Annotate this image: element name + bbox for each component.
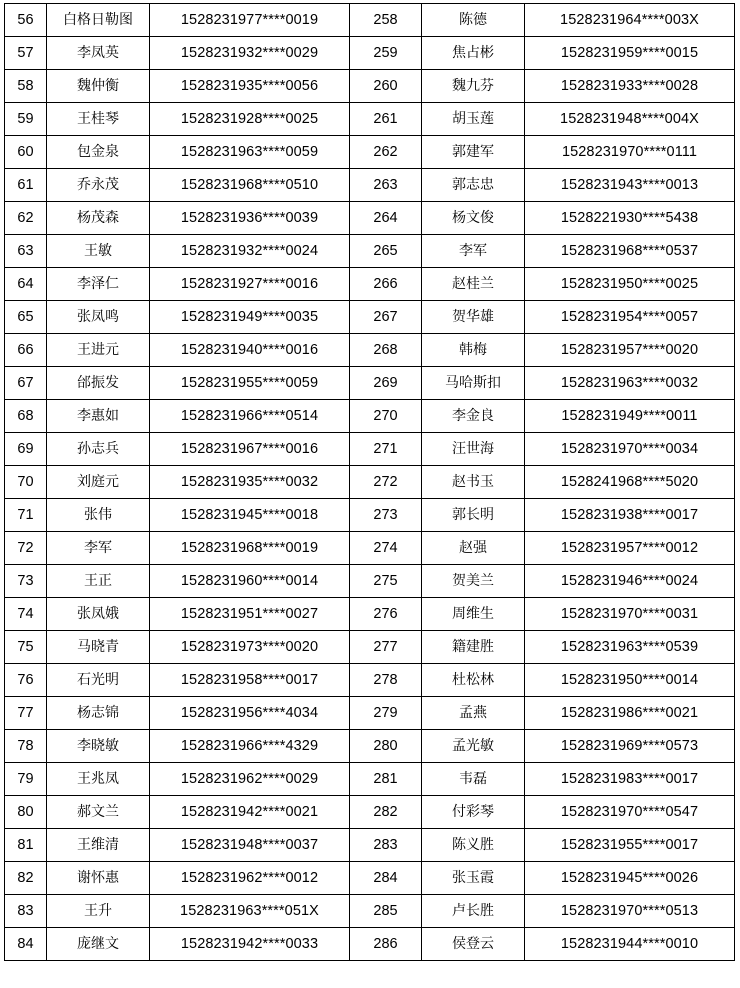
left-name-cell: 邰振发	[47, 367, 150, 400]
left-number-cell: 75	[5, 631, 47, 664]
left-name-cell: 谢怀惠	[47, 862, 150, 895]
table-row	[5, 301, 735, 334]
right-id-number-cell: 1528231945****0026	[525, 862, 735, 895]
right-name-cell: 孟燕	[422, 697, 525, 730]
left-name-cell: 王桂琴	[47, 103, 150, 136]
table-row	[5, 235, 735, 268]
right-id-number-cell: 1528231938****0017	[525, 499, 735, 532]
right-name-cell: 杨文俊	[422, 202, 525, 235]
left-id-number-cell: 1528231962****0029	[150, 763, 350, 796]
right-number-cell: 263	[350, 169, 422, 202]
right-name-cell: 周维生	[422, 598, 525, 631]
left-number-cell: 61	[5, 169, 47, 202]
left-id-number-cell: 1528231968****0019	[150, 532, 350, 565]
left-number-cell: 66	[5, 334, 47, 367]
right-id-number-cell: 1528231950****0014	[525, 664, 735, 697]
right-name-cell: 贺华雄	[422, 301, 525, 334]
left-number-cell: 56	[5, 4, 47, 37]
left-id-number-cell: 1528231948****0037	[150, 829, 350, 862]
right-name-cell: 郭长明	[422, 499, 525, 532]
right-number-cell: 284	[350, 862, 422, 895]
left-number-cell: 76	[5, 664, 47, 697]
right-number-cell: 278	[350, 664, 422, 697]
left-number-cell: 68	[5, 400, 47, 433]
left-number-cell: 65	[5, 301, 47, 334]
table-row	[5, 202, 735, 235]
left-id-number-cell: 1528231963****0059	[150, 136, 350, 169]
left-number-cell: 58	[5, 70, 47, 103]
table-row	[5, 763, 735, 796]
right-id-number-cell: 1528231950****0025	[525, 268, 735, 301]
left-id-number-cell: 1528231960****0014	[150, 565, 350, 598]
right-id-number-cell: 1528231943****0013	[525, 169, 735, 202]
right-number-cell: 266	[350, 268, 422, 301]
left-name-cell: 张凤鸣	[47, 301, 150, 334]
left-name-cell: 李凤英	[47, 37, 150, 70]
left-number-cell: 63	[5, 235, 47, 268]
right-name-cell: 卢长胜	[422, 895, 525, 928]
left-name-cell: 白格日勒图	[47, 4, 150, 37]
left-number-cell: 80	[5, 796, 47, 829]
left-id-number-cell: 1528231973****0020	[150, 631, 350, 664]
left-name-cell: 庞继文	[47, 928, 150, 961]
right-id-number-cell: 1528241968****5020	[525, 466, 735, 499]
right-id-number-cell: 1528231986****0021	[525, 697, 735, 730]
left-name-cell: 李泽仁	[47, 268, 150, 301]
right-number-cell: 283	[350, 829, 422, 862]
right-name-cell: 杜松林	[422, 664, 525, 697]
left-name-cell: 马晓青	[47, 631, 150, 664]
left-id-number-cell: 1528231935****0032	[150, 466, 350, 499]
right-name-cell: 胡玉莲	[422, 103, 525, 136]
right-name-cell: 孟光敏	[422, 730, 525, 763]
left-number-cell: 78	[5, 730, 47, 763]
left-id-number-cell: 1528231942****0021	[150, 796, 350, 829]
right-name-cell: 魏九芬	[422, 70, 525, 103]
left-id-number-cell: 1528231956****4034	[150, 697, 350, 730]
left-id-number-cell: 1528231962****0012	[150, 862, 350, 895]
left-id-number-cell: 1528231936****0039	[150, 202, 350, 235]
left-id-number-cell: 1528231932****0029	[150, 37, 350, 70]
left-name-cell: 刘庭元	[47, 466, 150, 499]
left-id-number-cell: 1528231940****0016	[150, 334, 350, 367]
table-row	[5, 862, 735, 895]
left-name-cell: 包金泉	[47, 136, 150, 169]
table-row	[5, 70, 735, 103]
right-id-number-cell: 1528231964****003X	[525, 4, 735, 37]
right-id-number-cell: 1528231957****0012	[525, 532, 735, 565]
left-number-cell: 83	[5, 895, 47, 928]
roster-table	[4, 3, 735, 961]
right-id-number-cell: 1528231983****0017	[525, 763, 735, 796]
right-id-number-cell: 1528231946****0024	[525, 565, 735, 598]
table-row	[5, 466, 735, 499]
table-row	[5, 631, 735, 664]
left-name-cell: 李军	[47, 532, 150, 565]
left-id-number-cell: 1528231955****0059	[150, 367, 350, 400]
right-id-number-cell: 1528231957****0020	[525, 334, 735, 367]
left-id-number-cell: 1528231966****0514	[150, 400, 350, 433]
left-name-cell: 王兆凤	[47, 763, 150, 796]
right-name-cell: 焦占彬	[422, 37, 525, 70]
left-id-number-cell: 1528231927****0016	[150, 268, 350, 301]
right-id-number-cell: 1528231970****0034	[525, 433, 735, 466]
table-row	[5, 499, 735, 532]
left-id-number-cell: 1528231935****0056	[150, 70, 350, 103]
left-id-number-cell: 1528231977****0019	[150, 4, 350, 37]
right-number-cell: 285	[350, 895, 422, 928]
right-name-cell: 赵桂兰	[422, 268, 525, 301]
left-number-cell: 72	[5, 532, 47, 565]
left-number-cell: 71	[5, 499, 47, 532]
right-id-number-cell: 1528231970****0547	[525, 796, 735, 829]
right-id-number-cell: 1528231970****0111	[525, 136, 735, 169]
right-number-cell: 259	[350, 37, 422, 70]
right-number-cell: 264	[350, 202, 422, 235]
left-name-cell: 王正	[47, 565, 150, 598]
right-id-number-cell: 1528231963****0539	[525, 631, 735, 664]
right-name-cell: 李金良	[422, 400, 525, 433]
table-row	[5, 4, 735, 37]
right-name-cell: 赵强	[422, 532, 525, 565]
right-id-number-cell: 1528231944****0010	[525, 928, 735, 961]
table-row	[5, 433, 735, 466]
right-number-cell: 273	[350, 499, 422, 532]
table-row	[5, 169, 735, 202]
left-number-cell: 81	[5, 829, 47, 862]
right-id-number-cell: 1528231963****0032	[525, 367, 735, 400]
table-row	[5, 532, 735, 565]
left-name-cell: 石光明	[47, 664, 150, 697]
left-name-cell: 杨茂森	[47, 202, 150, 235]
right-id-number-cell: 1528231949****0011	[525, 400, 735, 433]
left-id-number-cell: 1528231945****0018	[150, 499, 350, 532]
right-id-number-cell: 1528231969****0573	[525, 730, 735, 763]
table-row	[5, 367, 735, 400]
left-name-cell: 王维清	[47, 829, 150, 862]
right-number-cell: 280	[350, 730, 422, 763]
table-row	[5, 400, 735, 433]
right-name-cell: 侯登云	[422, 928, 525, 961]
roster-table-body	[5, 4, 735, 961]
left-number-cell: 70	[5, 466, 47, 499]
table-row	[5, 268, 735, 301]
left-name-cell: 王升	[47, 895, 150, 928]
table-row	[5, 598, 735, 631]
left-name-cell: 李晓敏	[47, 730, 150, 763]
right-id-number-cell: 1528231954****0057	[525, 301, 735, 334]
right-name-cell: 付彩琴	[422, 796, 525, 829]
left-id-number-cell: 1528231967****0016	[150, 433, 350, 466]
left-id-number-cell: 1528231963****051X	[150, 895, 350, 928]
table-row	[5, 103, 735, 136]
right-id-number-cell: 1528231968****0537	[525, 235, 735, 268]
left-name-cell: 孙志兵	[47, 433, 150, 466]
right-id-number-cell: 1528231955****0017	[525, 829, 735, 862]
left-id-number-cell: 1528231949****0035	[150, 301, 350, 334]
right-number-cell: 271	[350, 433, 422, 466]
right-number-cell: 270	[350, 400, 422, 433]
left-number-cell: 59	[5, 103, 47, 136]
left-name-cell: 张伟	[47, 499, 150, 532]
right-name-cell: 马哈斯扣	[422, 367, 525, 400]
left-number-cell: 64	[5, 268, 47, 301]
right-name-cell: 韦磊	[422, 763, 525, 796]
left-id-number-cell: 1528231928****0025	[150, 103, 350, 136]
table-row	[5, 829, 735, 862]
left-id-number-cell: 1528231968****0510	[150, 169, 350, 202]
left-name-cell: 杨志锦	[47, 697, 150, 730]
right-id-number-cell: 1528231970****0031	[525, 598, 735, 631]
left-name-cell: 郝文兰	[47, 796, 150, 829]
right-number-cell: 272	[350, 466, 422, 499]
right-id-number-cell: 1528231933****0028	[525, 70, 735, 103]
table-row	[5, 730, 735, 763]
right-number-cell: 274	[350, 532, 422, 565]
left-name-cell: 李惠如	[47, 400, 150, 433]
right-name-cell: 汪世海	[422, 433, 525, 466]
table-row	[5, 37, 735, 70]
left-name-cell: 王敏	[47, 235, 150, 268]
right-number-cell: 262	[350, 136, 422, 169]
right-name-cell: 韩梅	[422, 334, 525, 367]
right-number-cell: 277	[350, 631, 422, 664]
table-row	[5, 928, 735, 961]
left-id-number-cell: 1528231942****0033	[150, 928, 350, 961]
table-row	[5, 664, 735, 697]
left-number-cell: 57	[5, 37, 47, 70]
left-number-cell: 60	[5, 136, 47, 169]
left-number-cell: 67	[5, 367, 47, 400]
right-number-cell: 267	[350, 301, 422, 334]
right-name-cell: 陈德	[422, 4, 525, 37]
table-row	[5, 136, 735, 169]
right-number-cell: 258	[350, 4, 422, 37]
right-number-cell: 286	[350, 928, 422, 961]
right-name-cell: 郭建军	[422, 136, 525, 169]
left-number-cell: 69	[5, 433, 47, 466]
right-name-cell: 籍建胜	[422, 631, 525, 664]
left-number-cell: 79	[5, 763, 47, 796]
right-number-cell: 260	[350, 70, 422, 103]
left-id-number-cell: 1528231958****0017	[150, 664, 350, 697]
right-name-cell: 陈义胜	[422, 829, 525, 862]
right-number-cell: 268	[350, 334, 422, 367]
left-name-cell: 张凤娥	[47, 598, 150, 631]
right-number-cell: 261	[350, 103, 422, 136]
right-number-cell: 282	[350, 796, 422, 829]
left-number-cell: 73	[5, 565, 47, 598]
right-name-cell: 赵书玉	[422, 466, 525, 499]
right-number-cell: 276	[350, 598, 422, 631]
right-id-number-cell: 1528231948****004X	[525, 103, 735, 136]
right-number-cell: 275	[350, 565, 422, 598]
left-name-cell: 王进元	[47, 334, 150, 367]
left-number-cell: 84	[5, 928, 47, 961]
right-number-cell: 279	[350, 697, 422, 730]
left-number-cell: 74	[5, 598, 47, 631]
right-id-number-cell: 1528231959****0015	[525, 37, 735, 70]
left-name-cell: 魏仲衡	[47, 70, 150, 103]
table-row	[5, 697, 735, 730]
table-row	[5, 565, 735, 598]
right-id-number-cell: 1528231970****0513	[525, 895, 735, 928]
right-name-cell: 郭志忠	[422, 169, 525, 202]
table-row	[5, 334, 735, 367]
left-id-number-cell: 1528231966****4329	[150, 730, 350, 763]
left-number-cell: 77	[5, 697, 47, 730]
table-row	[5, 895, 735, 928]
right-number-cell: 265	[350, 235, 422, 268]
left-number-cell: 62	[5, 202, 47, 235]
table-row	[5, 796, 735, 829]
right-name-cell: 张玉霞	[422, 862, 525, 895]
right-number-cell: 281	[350, 763, 422, 796]
left-number-cell: 82	[5, 862, 47, 895]
right-name-cell: 贺美兰	[422, 565, 525, 598]
left-name-cell: 乔永茂	[47, 169, 150, 202]
right-name-cell: 李军	[422, 235, 525, 268]
left-id-number-cell: 1528231951****0027	[150, 598, 350, 631]
right-id-number-cell: 1528221930****5438	[525, 202, 735, 235]
right-number-cell: 269	[350, 367, 422, 400]
left-id-number-cell: 1528231932****0024	[150, 235, 350, 268]
